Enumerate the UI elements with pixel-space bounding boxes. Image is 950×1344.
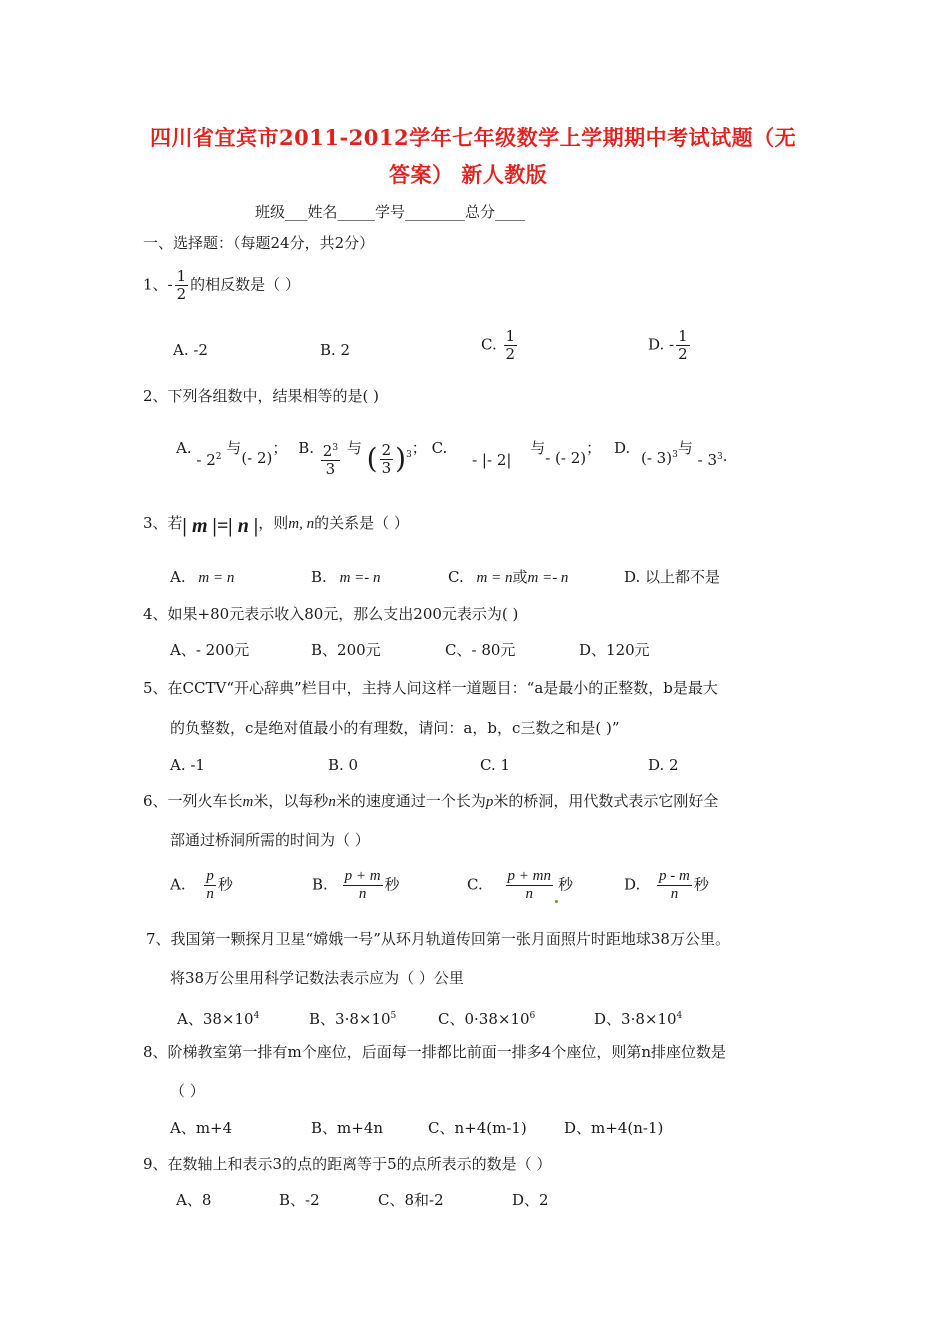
q2-b-lparen: ( (366, 442, 378, 475)
question-9-stem: 9、在数轴上和表示3的点的距离等于5的点所表示的数是（ ） (143, 1155, 552, 1173)
q2-b-sep: ； (411, 439, 427, 457)
q6-option-b (312, 868, 400, 903)
q8-option-d: D、m+4(n-1) (564, 1119, 664, 1137)
question-6-line1 (143, 791, 718, 812)
q3-prefix: 3、若 (143, 514, 183, 532)
q6-a-fraction (204, 868, 216, 903)
q8-option-b: B、m+4n (311, 1119, 384, 1137)
q1-fraction (175, 268, 189, 303)
q3-b-label: B. (311, 568, 327, 586)
q1-option-d (648, 328, 692, 363)
q2-b-label: B. (298, 439, 314, 457)
question-6-line2: 部通过桥洞所需的时间为（ ） (170, 831, 370, 849)
q2-a-expr1-base: - 2 (196, 451, 216, 469)
q3-c-label: C. (448, 568, 464, 586)
question-1-stem (143, 268, 300, 303)
q4-option-a: A、- 200元 (170, 641, 250, 659)
q2-c-label: C. (431, 439, 448, 457)
q7-option-a (177, 1006, 259, 1029)
question-8-line2: （ ） (170, 1082, 205, 1100)
q2-a-expr2: (- 2) (241, 449, 273, 467)
question-7-line1: 7、我国第一颗探月卫星“嫦娥一号”从环月轨道传回第一张月面照片时距地球38万公里。 (146, 930, 730, 948)
q7-b-exp: 5 (390, 1011, 397, 1021)
q2-b-fraction (321, 440, 340, 478)
q5-option-c: C. 1 (480, 756, 511, 774)
q7-option-b (309, 1006, 396, 1029)
q1-d-fraction (676, 328, 690, 363)
q7-a-exp: 4 (253, 1011, 260, 1021)
q1-frac-num: 1 (176, 267, 187, 285)
q6-text-a: 6、一列火车长 (143, 792, 243, 810)
q9-option-b: B、-2 (279, 1191, 320, 1209)
q6-a-num: p (206, 868, 214, 884)
q3-mid: ，则 (258, 514, 289, 532)
info-line: 班级___姓名_____学号________总分____ (255, 203, 526, 221)
q6-d-den: n (670, 886, 679, 902)
q5-option-b: B. 0 (328, 756, 359, 774)
q6-option-a (170, 868, 233, 903)
artifact-dot (555, 900, 558, 903)
q2-d-label: D. (613, 439, 631, 457)
q4-option-c: C、- 80元 (445, 641, 516, 659)
q7-c-text: C、0·38×10 (438, 1010, 530, 1028)
q2-b-pden: 3 (381, 458, 392, 477)
q7-option-d (594, 1006, 682, 1029)
q2-d-expr2 (698, 451, 723, 469)
q3-b-expr: m =- n (339, 570, 381, 586)
q1-option-a: A. -2 (173, 341, 208, 359)
q6-var-p: p (485, 794, 494, 810)
q2-c-expr2: - (- 2) (545, 449, 587, 467)
q1-option-c (481, 328, 519, 363)
q2-b-num (321, 440, 340, 461)
q2-c-sep: ； (586, 439, 602, 457)
q2-d-expr1-base: (- 3) (640, 449, 673, 467)
doc-title-line1: 四川省宜宾市2011-2012学年七年级数学上学期期中考试试题（无 (150, 125, 797, 150)
q2-b-rparen: ) (395, 442, 407, 475)
q9-option-d: D、2 (512, 1191, 549, 1209)
q2-d-expr2-base: - 3 (697, 451, 717, 469)
q6-var-n: n (328, 794, 336, 810)
question-5-line1: 5、在CCTV“开心辞典”栏目中，主持人问这样一道题目：“a是最小的正整数，b是最大 (143, 679, 718, 697)
q8-option-a: A、m+4 (170, 1119, 233, 1137)
q6-text-d: 米的桥洞，用代数式表示它刚好全 (493, 792, 719, 810)
q5-option-a: A. -1 (170, 756, 205, 774)
q1-d-num: 1 (678, 327, 688, 345)
q3-expr: | m |=| n | (182, 515, 259, 537)
q3-c-expr1: m = n (476, 570, 513, 586)
q6-d-label: D. (624, 875, 641, 894)
q6-option-d (624, 868, 709, 903)
q5-option-d: D. 2 (648, 756, 679, 774)
q7-b-text: B、3·8×10 (309, 1010, 391, 1028)
q7-d-text: D、3·8×10 (594, 1010, 677, 1028)
q6-option-c (467, 868, 573, 903)
q6-c-fraction (506, 868, 553, 903)
q2-b-pexp: 3 (406, 450, 412, 460)
q2-c-with: 与 (530, 439, 546, 457)
question-7-line2: 将38万公里用科学记数法表示应为（ ）公里 (170, 969, 464, 987)
q1-prefix: 1、- (143, 275, 173, 294)
q3-option-b (311, 567, 381, 588)
q2-b-exp: 3 (332, 443, 339, 453)
q3-option-a (170, 567, 234, 588)
q1-c-den: 2 (505, 345, 516, 363)
q6-c-label: C. (467, 875, 483, 894)
q9-option-a: A、8 (176, 1191, 212, 1209)
q3-vars: m, n (288, 516, 315, 532)
q6-a-unit: 秒 (217, 875, 233, 894)
q2-a-sep: ； (272, 439, 288, 457)
q7-c-exp: 6 (529, 1011, 536, 1021)
q6-c-den: n (525, 886, 533, 902)
q7-d-exp: 4 (676, 1011, 683, 1021)
q2-options (176, 430, 728, 478)
doc-title-line2: 答案） 新人教版 (389, 162, 548, 187)
q1-d-den: 2 (678, 345, 688, 363)
q1-option-b: B. 2 (320, 341, 351, 359)
q1-c-num: 1 (505, 327, 516, 345)
q2-d-end: . (722, 447, 728, 465)
q1-c-fraction (504, 328, 518, 363)
q6-c-unit: 秒 (557, 875, 573, 894)
question-8-line1: 8、阶梯教室第一排有m个座位，后面每一排都比前面一排多4个座位，则第n排座位数是 (143, 1043, 726, 1061)
q6-b-label: B. (312, 875, 328, 894)
q6-b-den: n (358, 886, 367, 902)
question-2-stem: 2、下列各组数中，结果相等的是( ) (143, 387, 380, 405)
q6-d-fraction (657, 868, 692, 903)
q1-suffix: 的相反数是（ ） (190, 275, 300, 294)
q3-c-expr2: m =- n (527, 570, 569, 586)
q2-d-exp1: 3 (672, 450, 678, 460)
question-4-stem: 4、如果+80元表示收入80元，那么支出200元表示为( ) (143, 605, 519, 623)
question-3-stem (143, 512, 409, 537)
q3-suffix: 的关系是（ ） (314, 514, 409, 532)
q2-b-with: 与 (346, 439, 362, 457)
q2-d-with: 与 (677, 439, 693, 457)
q6-c-num: p + mn (507, 868, 551, 884)
q4-option-b: B、200元 (311, 641, 381, 659)
q2-b-den: 3 (325, 460, 336, 478)
q2-c-expr1: - |- 2| (472, 451, 512, 469)
q2-a-label: A. (176, 439, 192, 457)
q6-d-num: p - m (659, 868, 690, 884)
q2-b-pnum: 2 (381, 440, 392, 459)
q6-text-c: 米的速度通过一个长为 (335, 792, 486, 810)
q6-text-b: 米，以每秒 (253, 792, 329, 810)
q7-option-c (438, 1006, 535, 1029)
q4-option-d: D、120元 (579, 641, 650, 659)
q6-b-fraction (343, 868, 383, 903)
question-5-line2: 的负整数，c是绝对值最小的有理数，请问：a，b，c三数之和是( )” (170, 719, 620, 737)
q6-a-den: n (206, 886, 214, 902)
q3-option-d: D. 以上都不是 (624, 568, 721, 586)
q1-d-label: D. - (648, 335, 675, 354)
q2-b-paren-group (366, 440, 412, 477)
q2-a-with: 与 (226, 439, 242, 457)
q2-b-num-base: 2 (322, 442, 333, 460)
q2-d-exp2: 3 (717, 452, 723, 462)
q1-frac-den: 2 (176, 285, 187, 303)
q6-b-unit: 秒 (384, 875, 400, 894)
q6-var-m: m (242, 794, 254, 810)
q1-c-label: C. (481, 335, 497, 354)
q9-option-c: C、8和-2 (378, 1191, 444, 1209)
q3-a-label: A. (170, 568, 186, 586)
q6-a-label: A. (170, 875, 186, 894)
q2-a-exp: 2 (215, 452, 222, 462)
q3-a-expr: m = n (198, 570, 235, 586)
q7-a-text: A、38×10 (177, 1010, 254, 1028)
q3-c-or: 或 (512, 568, 528, 586)
section-heading: 一、选择题：（每题24分，共2分） (143, 234, 375, 252)
q2-d-expr1 (641, 449, 678, 467)
q6-d-unit: 秒 (693, 875, 709, 894)
q2-a-expr1 (196, 451, 221, 469)
q3-option-c (448, 567, 568, 588)
q2-b-pfraction (380, 442, 394, 477)
q6-b-num: p + m (344, 868, 381, 884)
q8-option-c: C、n+4(m-1) (428, 1119, 527, 1137)
